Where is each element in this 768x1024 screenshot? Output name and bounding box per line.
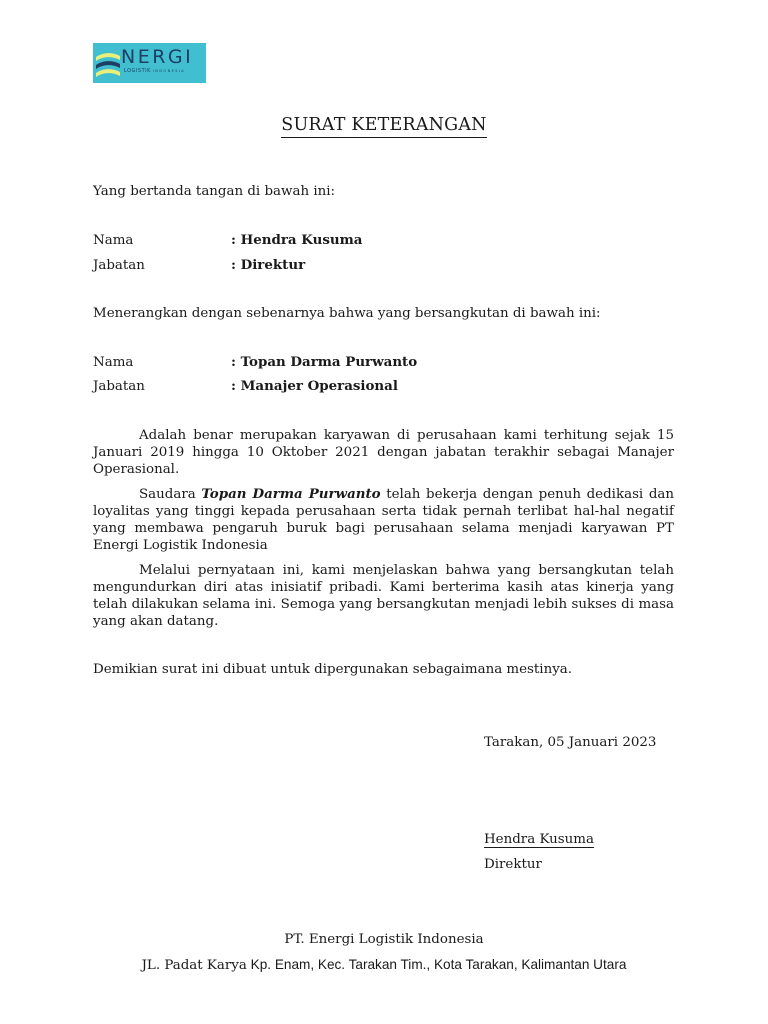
employee-position-value: : Manajer Operasional xyxy=(231,378,398,394)
signature-position: Direktur xyxy=(484,857,542,872)
paragraph-employment: Adalah benar merupakan karyawan di perusahaan kami terhitung sejak 15 Januari 2019 hingga 10 Oktober 2021 dengan jabatan terakhir sebagai Manajer Operasional. xyxy=(93,428,674,477)
company-logo xyxy=(93,43,206,83)
logo-wordmark: NERGI xyxy=(121,46,194,68)
signer-name-value: : Hendra Kusuma xyxy=(231,232,363,248)
employee-name-value: : Topan Darma Purwanto xyxy=(231,354,418,370)
footer-address: JL. Padat Karya Kp. Enam, Kec. Tarakan Tim., Kota Tarakan, Kalimantan Utara xyxy=(141,957,627,973)
footer-company: PT. Energi Logistik Indonesia xyxy=(284,932,484,947)
place-date: Tarakan, 05 Januari 2023 xyxy=(484,735,657,750)
intro-text: Yang bertanda tangan di bawah ini: xyxy=(93,184,336,199)
closing-text: Demikian surat ini dibuat untuk dipergunakan sebagaimana mestinya. xyxy=(93,662,573,677)
paragraph-resignation: Melalui pernyataan ini, kami menjelaskan bahwa yang bersangkutan telah mengundurkan diri atas inisiatif pribadi. Kami berterima kasih atas kinerja yang telah dilakukan selama ini. Semoga yang bersangkutan menjadi lebih sukses di masa yang akan datang. xyxy=(93,563,674,629)
employee-name-emphasis: Topan Darma Purwanto xyxy=(201,486,381,502)
paragraph-dedication: Saudara Topan Darma Purwanto telah bekerja dengan penuh dedikasi dan loyalitas yang tinggi kepada perusahaan serta tidak pernah terlibat hal-hal negatif yang membawa pengaruh buruk bagi perusahaan selama menjadi karyawan PT Energi Logistik Indonesia xyxy=(93,486,675,553)
employee-position-label: Jabatan xyxy=(93,379,145,394)
document-title: SURAT KETERANGAN xyxy=(0,114,768,136)
logo-subtitle: LOGISTIK INDONESIA xyxy=(124,68,186,74)
employee-name-label: Nama xyxy=(93,355,134,370)
statement-text: Menerangkan dengan sebenarnya bahwa yang bersangkutan di bawah ini: xyxy=(93,306,601,321)
signer-name-label: Nama xyxy=(93,233,134,248)
signer-position-label: Jabatan xyxy=(93,258,145,273)
signature-name: Hendra Kusuma xyxy=(484,832,594,847)
signer-position-value: : Direktur xyxy=(231,257,306,273)
